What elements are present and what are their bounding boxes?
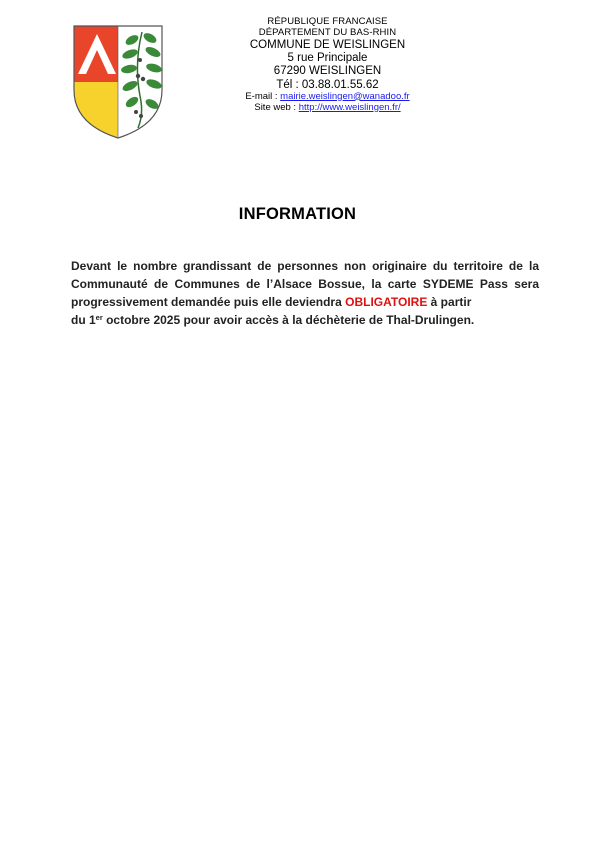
phone-number: Tél : 03.88.01.55.62 <box>276 78 379 91</box>
body-line-4-rest: octobre 2025 pour avoir accès à la déchèterie de Thal-Drulingen. <box>102 313 475 327</box>
commune-name: COMMUNE DE WEISLINGEN <box>249 38 406 51</box>
body-line-2: Communauté de Communes de l’Alsace Bossue, la carte SYDEME Pass sera <box>71 277 539 291</box>
body-line-3-end: à partir <box>427 295 472 309</box>
body-line-3-start: progressivement demandée puis elle deviendra <box>71 295 346 309</box>
city-address: 67290 WEISLINGEN <box>273 65 382 78</box>
body-line-3 <box>71 293 539 311</box>
body-line-4 <box>71 311 539 329</box>
mandatory-highlight: OBLIGATOIRE <box>345 295 428 309</box>
ordinal-suffix: er <box>95 313 103 322</box>
website-link[interactable]: http://www.weislingen.fr/ <box>298 101 401 113</box>
coat-of-arms-icon <box>70 24 166 140</box>
web-label: Site web : <box>254 101 297 113</box>
body-line-4-prefix: du 1 <box>71 313 96 327</box>
department-line: DÉPARTEMENT DU BAS-RHIN <box>258 26 397 38</box>
notice-body <box>71 257 539 329</box>
email-label: E-mail : <box>245 90 278 102</box>
letterhead <box>195 17 460 114</box>
street-address: 5 rue Principale <box>287 52 368 65</box>
page-title: INFORMATION <box>238 205 357 223</box>
republic-line: RÉPUBLIQUE FRANCAISE <box>267 16 388 27</box>
web-line <box>195 103 460 114</box>
body-line-1: Devant le nombre grandissant de personnes non originaire du territoire de la <box>71 259 539 273</box>
email-link[interactable]: mairie.weislingen@wanadoo.fr <box>280 90 410 102</box>
